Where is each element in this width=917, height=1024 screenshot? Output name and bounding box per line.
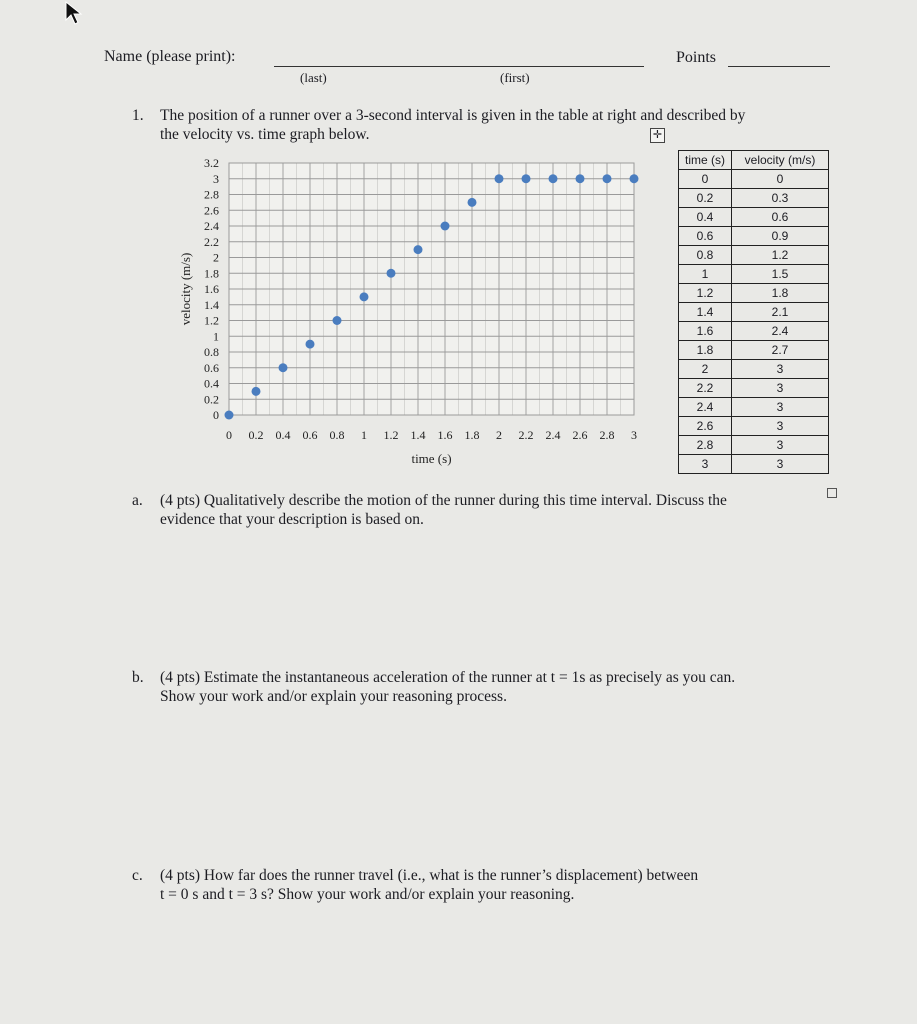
- table-row: [679, 398, 829, 417]
- y-tick-label: 2: [213, 250, 219, 265]
- table-row: [679, 189, 829, 208]
- velocity-cell: 1.8: [732, 284, 829, 303]
- question-text-line1: The position of a runner over a 3-second interval is given in the table at right and described by: [160, 107, 746, 124]
- x-tick-label: 0.2: [248, 428, 264, 442]
- table-row: [679, 341, 829, 360]
- y-tick-label: 1.4: [204, 297, 219, 312]
- time-cell: 2.6: [679, 417, 732, 436]
- question-number: 1.: [132, 107, 144, 124]
- table-row: [679, 379, 829, 398]
- table-row: [679, 284, 829, 303]
- time-cell: 1.8: [679, 341, 732, 360]
- y-tick-label: 2.2: [204, 234, 219, 249]
- time-cell: 0: [679, 170, 732, 189]
- data-point: [630, 174, 639, 183]
- data-point: [360, 292, 369, 301]
- time-cell: 3: [679, 455, 732, 474]
- y-tick-label: 2.8: [204, 187, 219, 202]
- data-point: [495, 174, 504, 183]
- y-axis-title: velocity (m/s): [178, 252, 193, 326]
- points-line: [728, 66, 830, 67]
- time-cell: 2.4: [679, 398, 732, 417]
- velocity-cell: 3: [732, 398, 829, 417]
- velocity-cell: 0: [732, 170, 829, 189]
- x-tick-label: 1.2: [383, 428, 399, 442]
- move-handle-icon[interactable]: ✛: [650, 128, 665, 143]
- y-tick-label: 0.6: [204, 360, 219, 375]
- data-point: [522, 174, 531, 183]
- data-point: [441, 222, 450, 231]
- y-tick-label: 0.2: [204, 392, 219, 407]
- y-tick-label: 0.4: [204, 376, 219, 391]
- velocity-cell: 2.4: [732, 322, 829, 341]
- velocity-cell: 3: [732, 379, 829, 398]
- name-line: [274, 66, 644, 67]
- y-tick-label: 0: [213, 408, 219, 422]
- data-point: [387, 269, 396, 278]
- time-cell: 1: [679, 265, 732, 284]
- table-row: [679, 417, 829, 436]
- x-tick-label: 1.4: [410, 428, 426, 442]
- part-c-line2: t = 0 s and t = 3 s? Show your work and/or explain your reasoning.: [160, 886, 575, 903]
- time-cell: 0.8: [679, 246, 732, 265]
- part-b-label: b.: [132, 669, 144, 686]
- x-tick-label: 0: [226, 428, 232, 442]
- x-tick-label: 2.8: [599, 428, 615, 442]
- table-header-velocity: velocity (m/s): [732, 151, 829, 170]
- x-tick-label: 1: [361, 428, 367, 442]
- x-tick-label: 3: [631, 428, 637, 442]
- x-tick-label: 1.6: [437, 428, 453, 442]
- y-tick-label: 2.6: [204, 203, 219, 218]
- x-tick-label: 2.2: [518, 428, 534, 442]
- data-point: [603, 174, 612, 183]
- x-tick-label: 0.8: [329, 428, 345, 442]
- table-row: [679, 170, 829, 189]
- x-axis-title: time (s): [411, 451, 452, 466]
- table-row: [679, 246, 829, 265]
- y-tick-label: 3: [213, 171, 219, 186]
- time-cell: 1.4: [679, 303, 732, 322]
- velocity-cell: 3: [732, 455, 829, 474]
- time-cell: 2.8: [679, 436, 732, 455]
- time-cell: 0.2: [679, 189, 732, 208]
- name-label: Name (please print):: [104, 48, 236, 65]
- data-point: [306, 340, 315, 349]
- time-cell: 2: [679, 360, 732, 379]
- velocity-cell: 1.5: [732, 265, 829, 284]
- part-b-line2: Show your work and/or explain your reasoning process.: [160, 688, 507, 705]
- time-cell: 2.2: [679, 379, 732, 398]
- velocity-cell: 1.2: [732, 246, 829, 265]
- velocity-time-chart: [160, 150, 660, 475]
- velocity-cell: 3: [732, 360, 829, 379]
- table-header-time: time (s): [679, 151, 732, 170]
- velocity-cell: 0.6: [732, 208, 829, 227]
- table-row: [679, 360, 829, 379]
- data-point: [225, 411, 234, 420]
- x-tick-label: 2: [496, 428, 502, 442]
- y-tick-label: 2.4: [204, 219, 219, 233]
- time-velocity-table: [678, 150, 829, 474]
- y-tick-label: 1: [213, 329, 219, 344]
- checkbox-icon[interactable]: [827, 488, 837, 498]
- time-cell: 1.2: [679, 284, 732, 303]
- y-tick-label: 1.6: [204, 282, 219, 296]
- table-row: [679, 227, 829, 246]
- x-tick-label: 2.6: [572, 428, 588, 442]
- time-cell: 0.6: [679, 227, 732, 246]
- part-a-line2: evidence that your description is based on.: [160, 511, 424, 528]
- data-point: [576, 174, 585, 183]
- velocity-cell: 3: [732, 436, 829, 455]
- table-row: [679, 303, 829, 322]
- table-row: [679, 265, 829, 284]
- first-name-label: (first): [500, 70, 530, 85]
- part-a-label: a.: [132, 492, 143, 509]
- y-tick-label: 3.2: [204, 156, 219, 170]
- part-c-label: c.: [132, 867, 143, 884]
- time-cell: 1.6: [679, 322, 732, 341]
- question-text-line2: the velocity vs. time graph below.: [160, 126, 370, 143]
- y-tick-label: 1.8: [204, 266, 219, 281]
- table-row: [679, 322, 829, 341]
- part-a-line1: (4 pts) Qualitatively describe the motion of the runner during this time interval. Discuss the: [160, 492, 727, 509]
- data-point: [414, 245, 423, 254]
- data-point: [549, 174, 558, 183]
- table-header-row: [679, 151, 829, 170]
- table-row: [679, 436, 829, 455]
- data-point: [333, 316, 342, 325]
- part-b-line1: (4 pts) Estimate the instantaneous acceleration of the runner at t = 1s as precisely as you can.: [160, 669, 736, 686]
- data-point: [252, 387, 261, 396]
- velocity-cell: 2.7: [732, 341, 829, 360]
- table-row: [679, 455, 829, 474]
- mouse-pointer-icon: [62, 0, 84, 26]
- velocity-cell: 0.9: [732, 227, 829, 246]
- table-row: [679, 208, 829, 227]
- time-cell: 0.4: [679, 208, 732, 227]
- velocity-cell: 3: [732, 417, 829, 436]
- y-tick-label: 1.2: [204, 313, 219, 328]
- x-tick-label: 0.6: [302, 428, 318, 442]
- x-tick-label: 1.8: [464, 428, 480, 442]
- y-tick-label: 0.8: [204, 345, 219, 359]
- velocity-cell: 0.3: [732, 189, 829, 208]
- x-tick-label: 0.4: [275, 428, 291, 442]
- part-c-line1: (4 pts) How far does the runner travel (i.e., what is the runner’s displacement) between: [160, 867, 699, 884]
- velocity-cell: 2.1: [732, 303, 829, 322]
- x-tick-label: 2.4: [545, 428, 561, 442]
- last-name-label: (last): [300, 70, 327, 85]
- data-point: [279, 363, 288, 372]
- points-label: Points: [676, 49, 717, 66]
- data-point: [468, 198, 477, 207]
